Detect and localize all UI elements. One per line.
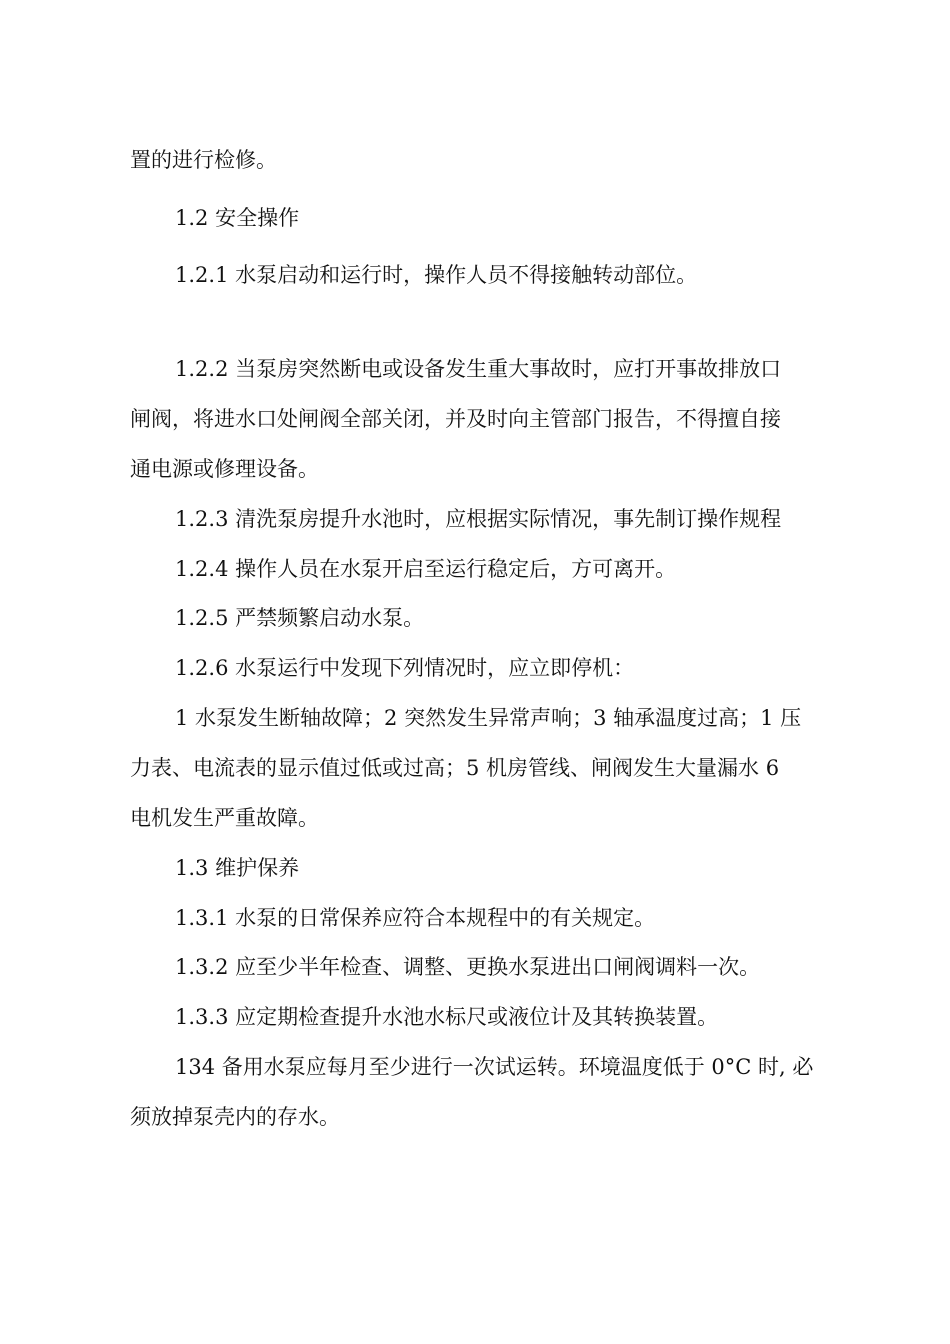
paragraph-line: 1.2.4 操作人员在水泵开启至运行稳定后，方可离开。 — [175, 557, 677, 581]
paragraph-line: 134 备用水泵应每月至少进行一次试运转。环境温度低于 0°C 时, 必 — [175, 1055, 814, 1079]
paragraph-line: 1.2.3 清洗泵房提升水池时，应根据实际情况，事先制订操作规程 — [175, 507, 782, 531]
paragraph-line: 电机发生严重故障。 — [130, 806, 319, 830]
section-heading: 1.2 安全操作 — [175, 206, 300, 230]
paragraph-line: 闸阀，将进水口处闸阀全部关闭，并及时向主管部门报告，不得擅自接 — [130, 407, 781, 431]
paragraph-line: 1.3.1 水泵的日常保养应符合本规程中的有关规定。 — [175, 906, 656, 930]
paragraph-line: 1.2.5 严禁频繁启动水泵。 — [175, 606, 425, 630]
paragraph-line: 1.2.6 水泵运行中发现下列情况时，应立即停机： — [175, 656, 635, 680]
paragraph-line: 置的进行检修。 — [130, 148, 277, 172]
paragraph-line: 1.2.2 当泵房突然断电或设备发生重大事故时，应打开事故排放口 — [175, 357, 782, 381]
paragraph-line: 1.3.3 应定期检查提升水池水标尺或液位计及其转换装置。 — [175, 1005, 719, 1029]
paragraph-line: 须放掉泵壳内的存水。 — [130, 1105, 340, 1129]
paragraph-line: 1 水泵发生断轴故障；2 突然发生异常声响；3 轴承温度过高；1 压 — [175, 706, 802, 730]
paragraph-line: 通电源或修理设备。 — [130, 457, 319, 481]
section-heading: 1.3 维护保养 — [175, 856, 300, 880]
paragraph-line: 力表、电流表的显示值过低或过高；5 机房管线、闸阀发生大量漏水 6 — [130, 756, 780, 780]
paragraph-line: 1.2.1 水泵启动和运行时，操作人员不得接触转动部位。 — [175, 263, 698, 287]
paragraph-line: 1.3.2 应至少半年检查、调整、更换水泵进出口闸阀调料一次。 — [175, 955, 761, 979]
